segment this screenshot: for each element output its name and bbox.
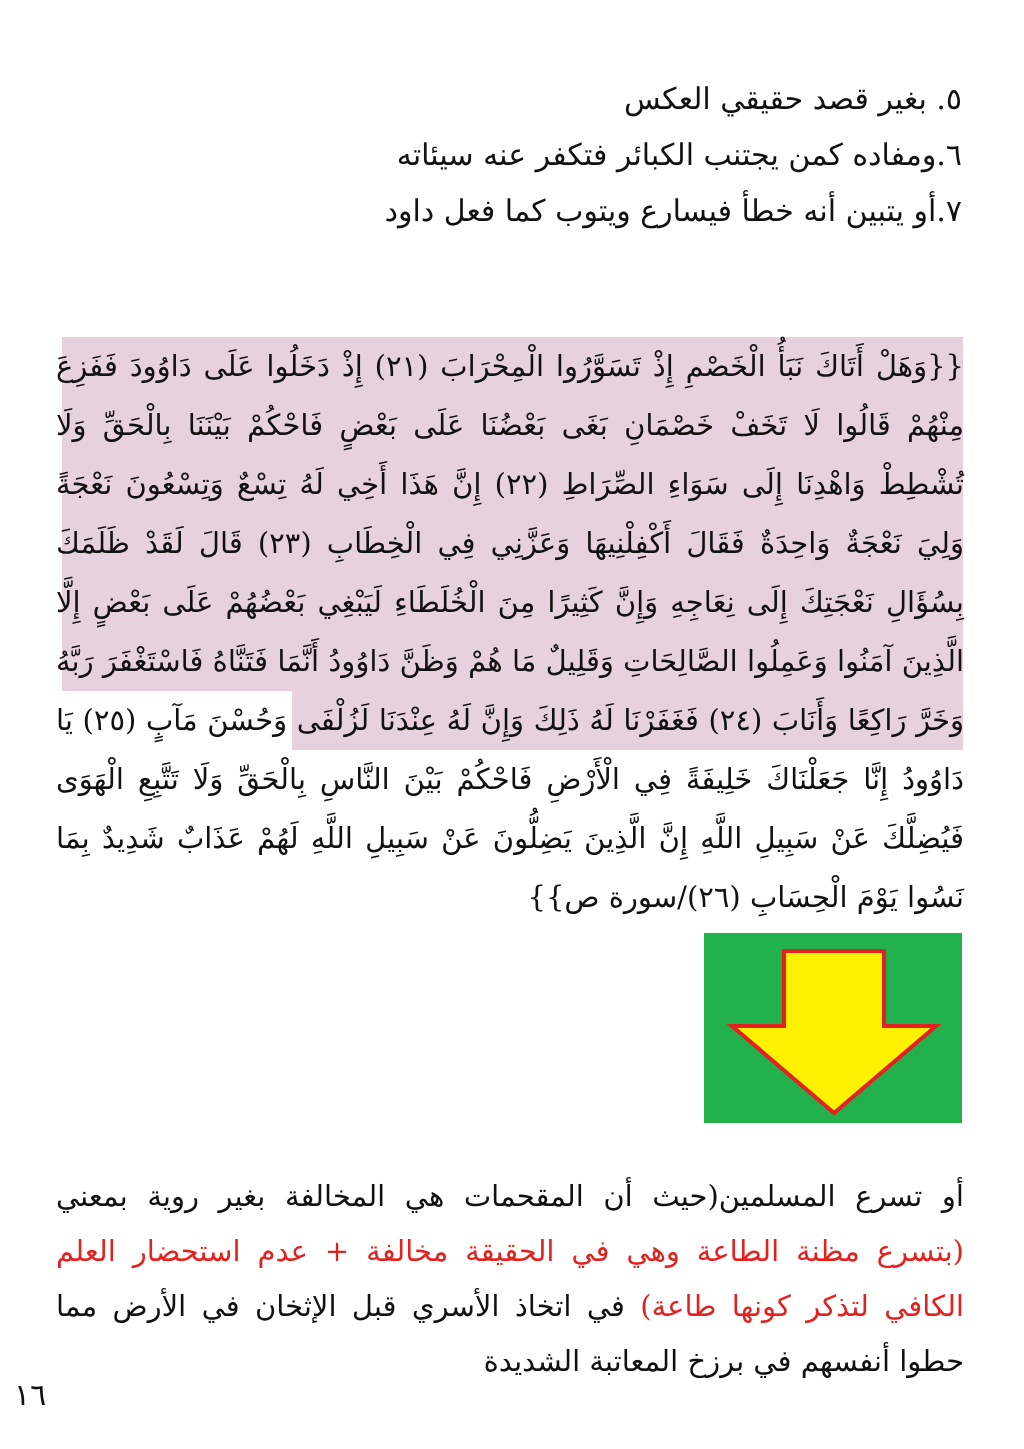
commentary-text: أو تسرع المسلمين(حيث أن المقحمات هي المخالفة بغير روية بمعني [56,1179,964,1213]
verse-highlighted-text: {{وَهَلْ أَتَاكَ نَبَأُ الْخَصْمِ إِذْ تَسَوَّرُوا الْمِحْرَابَ (٢١) إِذْ دَخَلُوا عَلَى دَاوُودَ فَفَزِعَ مِنْهُمْ قَالُوا لَا تَخَفْ خَصْمَانِ بَغَى بَعْضُنَا عَلَى بَعْضٍ فَاحْكُمْ بَيْنَنَا بِالْحَقِّ وَلَا تُشْطِطْ وَاهْدِنَا إِلَى سَوَاءِ الصِّرَاطِ (٢٢) إِنَّ هَذَا أَخِي لَهُ تِسْعٌ وَتِسْعُونَ نَعْجَةً وَلِيَ نَعْجَةٌ وَاحِدَةٌ فَقَالَ أَكْفِلْنِيهَا وَعَزَّنِي فِي الْخِطَابِ (٢٣) قَالَ لَقَدْ ظَلَمَكَ بِسُؤَالِ نَعْجَتِكَ إِلَى نِعَاجِهِ وَإِنَّ كَثِيرًا مِنَ الْخُلَطَاءِ لَيَبْغِي بَعْضُهُمْ عَلَى بَعْضٍ إِلَّا الَّذِينَ آمَنُوا وَعَمِلُوا الصَّالِحَاتِ وَقَلِيلٌ مَا هُمْ وَظَنَّ دَاوُودُ أَنَّمَا فَتَنَّاهُ فَاسْتَغْفَرَ رَبَّهُ وَخَرَّ رَاكِعًا وَأَنَابَ (٢٤) فَغَفَرْنَا لَهُ ذَلِكَ وَإِنَّ لَهُ عِنْدَنَا لَزُلْفَى وَحُسْنَ مَآبٍ (٢٥) [56,349,965,737]
down-arrow-icon [704,933,962,1123]
quran-verse-block [56,337,965,914]
numbered-list [62,72,962,240]
page-number: ١٦ [14,1378,47,1413]
list-item: ٦.ومفاده كمن يجتنب الكبائر فتكفر عنه سيئاته [396,138,962,173]
list-item: ٧.أو يتبين أنه خطأ فيسارع ويتوب كما فعل داود [384,194,962,229]
commentary-red-text: (بتسرع مظنة الطاعة وهي في الحقيقة مخالفة + عدم استحضار العلم الكافي لتذكر كونها طاعة) [56,1234,964,1323]
commentary-text-end: في اتخاذ الأسري قبل الإثخان في الأرض مما حطوا أنفسهم في برزخ المعاتبة الشديدة [56,1289,964,1378]
commentary-paragraph [56,1169,964,1389]
verse-continued-text: يَا دَاوُودُ إِنَّا جَعَلْنَاكَ خَلِيفَةً فِي الْأَرْضِ فَاحْكُمْ بَيْنَ النَّاسِ بِالْحَقِّ وَلَا تَتَّبِعِ الْهَوَى فَيُضِلَّكَ عَنْ سَبِيلِ اللَّهِ إِنَّ الَّذِينَ يَضِلُّونَ عَنْ سَبِيلِ اللَّهِ لَهُمْ عَذَابٌ شَدِيدٌ بِمَا نَسُوا يَوْمَ الْحِسَابِ (٢٦)/سورة ص}} [56,703,964,914]
list-item: ٥. بغير قصد حقيقي العكس [623,82,962,117]
arrow-box [704,933,962,1123]
